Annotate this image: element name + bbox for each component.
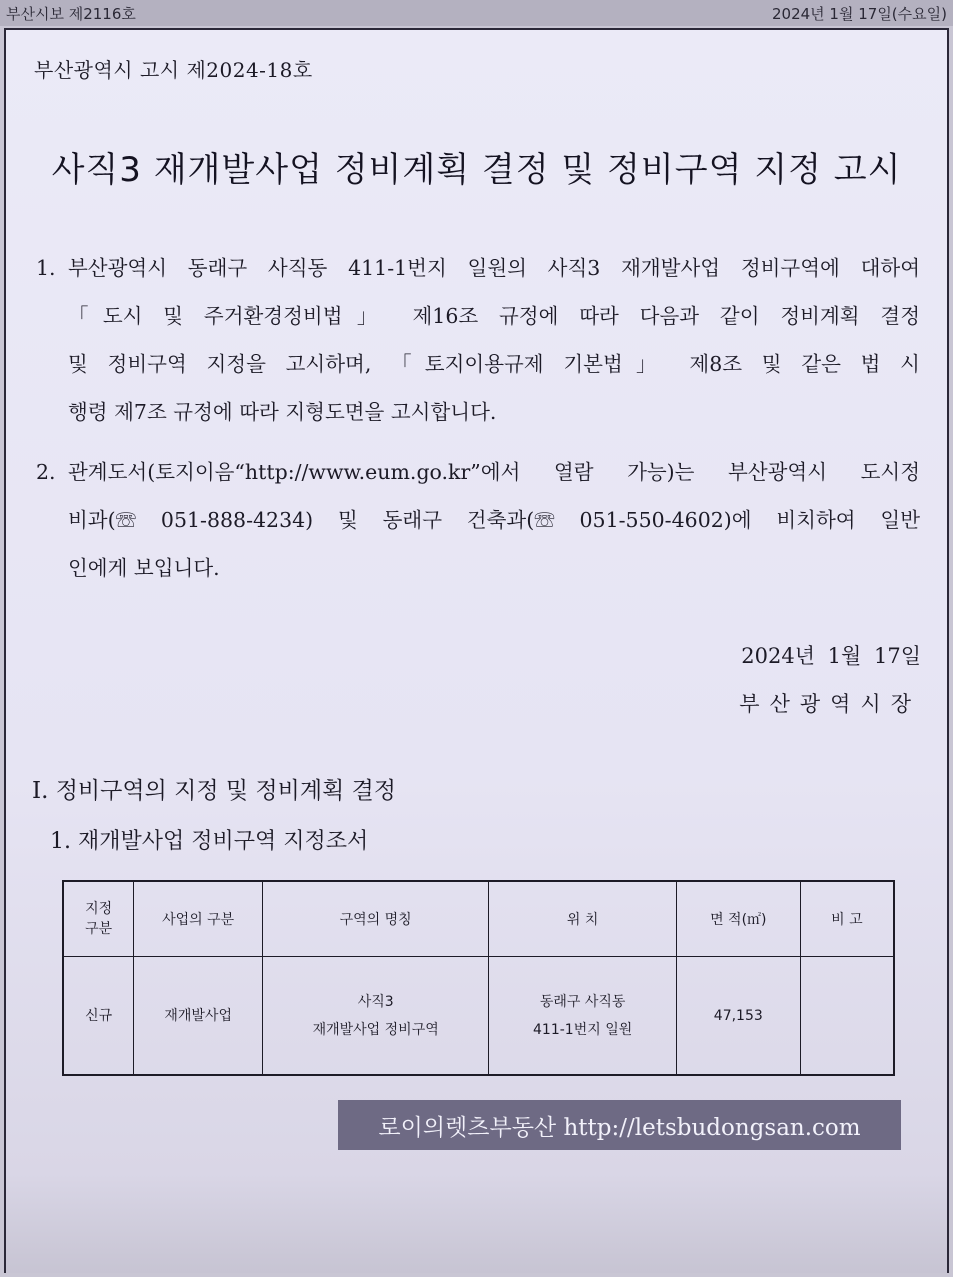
notice-title: 사직3 재개발사업 정비계획 결정 및 정비구역 지정 고시 (51, 150, 902, 190)
cell-location: 동래구 사직동 411-1번지 일원 (489, 957, 677, 1076)
item-number: 1. (36, 256, 56, 280)
cell-remarks (800, 957, 894, 1076)
item-line: 인에게 보입니다. (68, 556, 220, 580)
header-zone-name: 구역의 명칭 (262, 881, 488, 957)
item-line: 「도시 및 주거환경정비법」 제16조 규정에 따라 다음과 같이 정비계획 결정 (68, 304, 920, 328)
table-header-row (63, 881, 894, 957)
item-line: 행령 제7조 규정에 따라 지형도면을 고시합니다. (68, 400, 497, 424)
publication-header-bar (0, 0, 953, 26)
notice-number: 부산광역시 고시 제2024-18호 (34, 58, 313, 82)
item-number: 2. (36, 460, 56, 484)
header-designation-type: 지정 구분 (63, 881, 134, 957)
notice-date: 2024년 1월 17일 (741, 644, 921, 668)
notice-item-1 (36, 244, 920, 436)
cell-area: 47,153 (676, 957, 800, 1076)
designation-table (62, 880, 895, 1076)
cell-designation-type: 신규 (63, 957, 134, 1076)
header-remarks: 비 고 (800, 881, 894, 957)
cell-zone-name: 사직3 재개발사업 정비구역 (262, 957, 488, 1076)
item-line: 부산광역시 동래구 사직동 411-1번지 일원의 사직3 재개발사업 정비구역에 대하여 (68, 256, 920, 280)
notice-issuer: 부산광역시장 (739, 692, 921, 716)
item-line: 및 정비구역 지정을 고시하며, 「토지이용규제 기본법」 제8조 및 같은 법 시 (68, 352, 920, 376)
item-line: 관계도서(토지이음“http://www.eum.go.kr”에서 열람 가능)는 부산광역시 도시정 (68, 460, 920, 484)
item-line: 비과(☏ 051-888-4234) 및 동래구 건축과(☏ 051-550-4602)에 비치하여 일반 (68, 508, 920, 532)
publication-date: 2024년 1월 17일(수요일) (772, 5, 947, 23)
header-area: 면 적(㎡) (676, 881, 800, 957)
section-title: I. 정비구역의 지정 및 정비계획 결정 (32, 778, 397, 804)
notice-item-2 (36, 448, 920, 592)
table-row (63, 957, 894, 1076)
header-location: 위 치 (489, 881, 677, 957)
cell-project-type: 재개발사업 (134, 957, 263, 1076)
header-project-type: 사업의 구분 (134, 881, 263, 957)
watermark-banner: 로이의렛츠부동산 http://letsbudongsan.com (338, 1100, 901, 1150)
publication-number: 부산시보 제2116호 (6, 5, 136, 23)
subsection-title: 1. 재개발사업 정비구역 지정조서 (50, 829, 369, 854)
